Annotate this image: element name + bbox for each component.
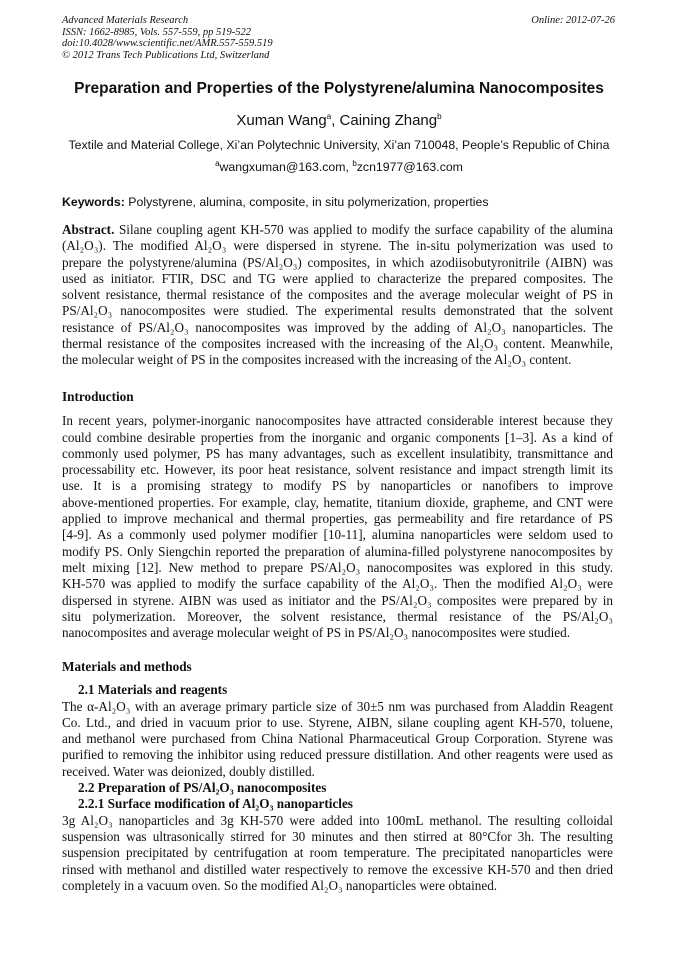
- text-line: resistance of PS/Al₂O₃ nanocomposites was improved by the adding of Al₂O₃ nanoparticles. The: [62, 319, 613, 335]
- text-line: modify PS. Only Siengchin reported the preparation of alumina-filled polystyrene nanocomposites by: [62, 543, 613, 559]
- text-line: prepare the polystyrene/alumina (PS/Al₂O₃) composites, in which azodiisobutyronitrile (AIBN) was: [62, 254, 613, 270]
- subsubsection-heading: 2.2.1 Surface modification of Al₂O₃ nanoparticles: [78, 796, 353, 812]
- text-line: used as initiator. FTIR, DSC and TG were applied to characterize the prepared composites. The: [62, 270, 613, 286]
- author-name: Xuman Wang: [236, 112, 327, 129]
- online-date: Online: 2012-07-26: [531, 15, 615, 26]
- emails: [0, 159, 678, 174]
- text-line: suspension precipitated by centrifugation at room temperature. The precipitated nanoparticles were: [62, 845, 613, 861]
- email-sup: a: [215, 159, 220, 168]
- author-name: Caining Zhang: [339, 112, 438, 129]
- text-line: applied to improve mechanical and thermal properties, gas permeability and fire retardance of PS: [62, 511, 613, 527]
- author-separator: ,: [331, 112, 340, 129]
- text-line: thermal resistance of the composites increased with the increasing of the Al₂O₃ content. Meanwhile,: [62, 336, 613, 352]
- subsection-heading: 2.1 Materials and reagents: [78, 682, 228, 698]
- text-line: completely in a vacuum oven. So the modified Al₂O₃ nanoparticles were obtained.: [62, 877, 498, 893]
- text-line: In recent years, polymer-inorganic nanocomposites have attracted considerable interest because they: [62, 413, 613, 429]
- keywords-label: Keywords:: [62, 195, 125, 209]
- author-sup: b: [437, 112, 442, 121]
- issn: ISSN: 1662-8985, Vols. 557-559, pp 519-522: [62, 26, 251, 38]
- text-line: melt mixing [12]. New method to prepare PS/Al₂O₃ nanocomposites was explored in this study.: [62, 559, 613, 575]
- text-line: and methanol were purchased from China National Pharmaceutical Group Corporation. Styrene was: [62, 731, 613, 747]
- email-separator: ,: [345, 160, 353, 175]
- text-line: PS/Al₂O₃ nanocomposites were studied. The experimental results demonstrated that the solvent: [62, 303, 613, 319]
- section-heading: Introduction: [62, 389, 134, 404]
- text-line: processability etc. However, its poor heat resistance, solvent resistance and impact strength limit its: [62, 462, 613, 478]
- text-line: rinsed with methanol and distilled water respectively to remove the excessive KH-570 and then dried: [62, 861, 613, 877]
- text-line: solvent resistance, thermal resistance of the composites and the average molecular weight of PS in: [62, 287, 613, 303]
- text-line: use. It is a promising strategy to modify PS by nanoparticles or nanofibers to improve: [62, 478, 613, 494]
- journal-header: [62, 15, 273, 61]
- journal-name: Advanced Materials Research: [62, 15, 189, 26]
- paper-title: Preparation and Properties of the Polystyrene/alumina Nanocomposites: [74, 80, 604, 97]
- affiliation: Textile and Material College, Xi’an Polytechnic University, Xi’an 710048, People’s Republic of China: [68, 138, 610, 152]
- abstract: [62, 222, 613, 369]
- text-line: suspension was ultrasonically stirred for 30 minutes and then stirred at 80°Cfor 3h. The resulting: [62, 828, 613, 844]
- abstract-text: Silane coupling agent KH-570 was applied to modify the surface capability of the alumina: [114, 222, 613, 237]
- text-line: dispersed in styrene. AIBN was used as initiator and the PS/Al₂O₃ composites were prepared by in: [62, 592, 613, 608]
- text-line: Co. Ltd., and dried in vacuum prior to use. Styrene, AIBN, silane coupling agent KH-570, toluene,: [62, 714, 613, 730]
- email-sup: b: [352, 159, 357, 168]
- text-line: commonly used polymer, PS has many advantages, such as excellent insulatibity, transmittance and: [62, 445, 613, 461]
- text-line: [62, 222, 613, 238]
- keywords: [62, 195, 488, 209]
- subsection-heading: 2.2 Preparation of PS/Al₂O₃ nanocomposites: [78, 780, 327, 796]
- email-link[interactable]: wangxuman@163.com: [219, 160, 346, 175]
- methods-section: [62, 659, 613, 894]
- doi: doi:10.4028/www.scientific.net/AMR.557-559.519: [62, 38, 273, 49]
- text-line: (Al₂O₃). The modified Al₂O₃ were dispersed in styrene. The in-situ polymerization was used to: [62, 238, 613, 254]
- text-line: KH-570 was applied to modify the surface capability of the Al₂O₃. Then the modified Al₂O₃ were: [62, 576, 613, 592]
- section-heading: Materials and methods: [62, 659, 192, 674]
- text-line: situ polymerization. Moreover, the solvent resistance, thermal resistance of the PS/Al₂O₃: [62, 608, 613, 624]
- text-line: the molecular weight of PS in the composites increased with the increasing of the Al₂O₃ content.: [62, 352, 572, 368]
- introduction-section: [62, 389, 613, 641]
- abstract-label: Abstract.: [62, 222, 115, 237]
- text-line: nanocomposites and average molecular weight of PS in PS/Al₂O₃ nanocomposites were studied.: [62, 625, 571, 641]
- text-line: purified to removing the inhibitor using reduced pressure distillation. And other reagents were used as: [62, 747, 613, 763]
- author-sup: a: [326, 112, 332, 121]
- keywords-text: Polystyrene, alumina, composite, in situ polymerization, properties: [124, 195, 489, 209]
- text-line: received. Water was deionized, doubly distilled.: [62, 763, 315, 779]
- text-line: could combine desirable properties from the inorganic and organic components [1–3]. As a kind of: [62, 429, 613, 445]
- text-line: The α-Al₂O₃ with an average primary particle size of 30±5 nm was purchased from Aladdin Reagent: [62, 698, 613, 714]
- email-link[interactable]: zcn1977@163.com: [356, 160, 463, 175]
- text-line: above-mentioned properties. For example, clay, hematite, titanium dioxide, grapheme, and CNT were: [62, 494, 613, 510]
- authors: [0, 112, 678, 129]
- text-line: [4-9]. As a commonly used polymer modifier [10-11], alumina nanoparticles were seldom used to: [62, 527, 613, 543]
- copyright: © 2012 Trans Tech Publications Ltd, Switzerland: [62, 49, 270, 61]
- text-line: 3g Al₂O₃ nanoparticles and 3g KH-570 were added into 100mL methanol. The resulting colloidal: [62, 812, 613, 828]
